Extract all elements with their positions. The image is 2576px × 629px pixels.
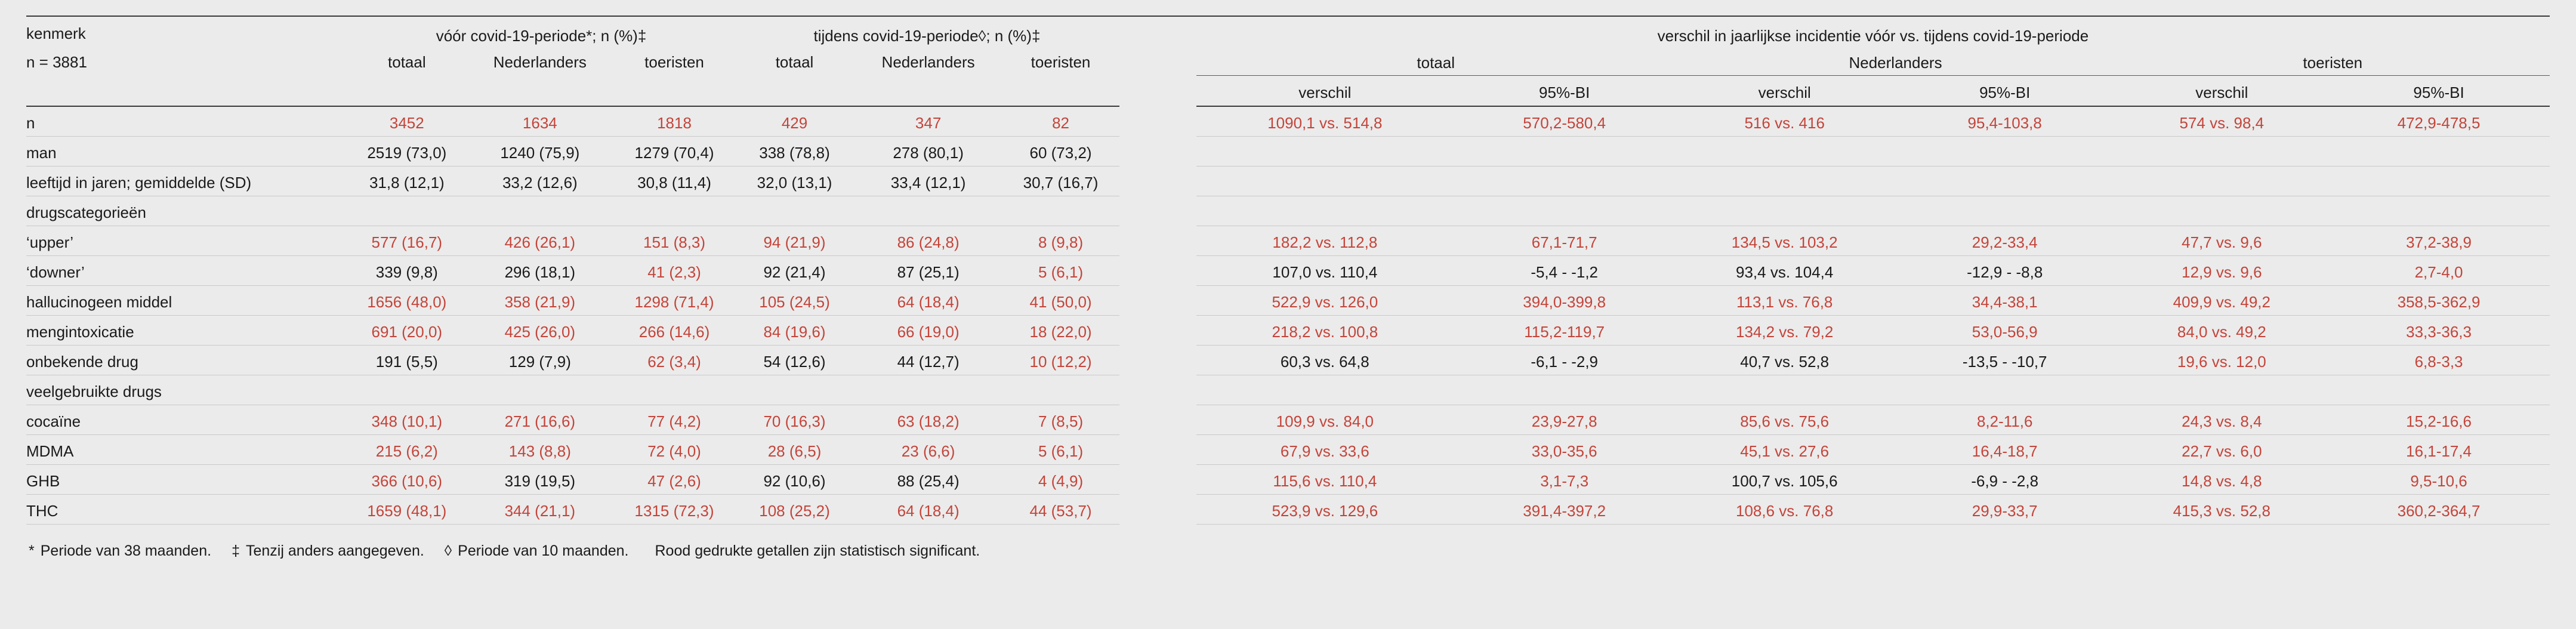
cell-value — [1894, 196, 2116, 226]
cell-value: 271 (16,6) — [466, 405, 614, 434]
cell-value: 29,2-33,4 — [1894, 226, 2116, 255]
cell-value: 191 (5,5) — [348, 345, 466, 375]
cell-value: 44 (53,7) — [1002, 494, 1119, 524]
cell-value: 37,2-38,9 — [2328, 226, 2550, 255]
cell-value: 70 (16,3) — [735, 405, 854, 434]
cell-value — [854, 375, 1002, 405]
gap-cell — [1119, 464, 1196, 494]
table-row — [26, 494, 2550, 524]
cell-value: 31,8 (12,1) — [348, 166, 466, 196]
cell-value — [854, 196, 1002, 226]
table-row — [26, 345, 2550, 375]
col-header-pre-nederlanders: Nederlanders — [493, 53, 587, 71]
col-header-during-nederlanders: Nederlanders — [881, 53, 975, 71]
cell-value: 516 vs. 416 — [1676, 106, 1894, 137]
table-body — [26, 106, 2550, 525]
cell-value: 358,5-362,9 — [2328, 285, 2550, 315]
results-table — [26, 16, 2550, 525]
cell-value — [1676, 375, 1894, 405]
cell-value: 54 (12,6) — [735, 345, 854, 375]
cell-value: 115,6 vs. 110,4 — [1196, 464, 1454, 494]
spacer-2 — [466, 75, 614, 106]
cell-value: 47 (2,6) — [614, 464, 735, 494]
row-label: GHB — [26, 464, 348, 494]
cell-value: 266 (14,6) — [614, 315, 735, 345]
cell-value: 88 (25,4) — [854, 464, 1002, 494]
cell-value — [466, 196, 614, 226]
diff-header: verschil in jaarlijkse incidentie vóór vs. tijdens covid-19-periode — [1196, 16, 2550, 45]
cell-value: 22,7 vs. 6,0 — [2116, 434, 2328, 464]
cell-value: 67,9 vs. 33,6 — [1196, 434, 1454, 464]
table-row — [26, 315, 2550, 345]
col-header-diff-totaal-verschil: verschil — [1196, 75, 1454, 106]
cell-value: 85,6 vs. 75,6 — [1676, 405, 1894, 434]
cell-value: 366 (10,6) — [348, 464, 466, 494]
spacer-3 — [614, 75, 735, 106]
row-label: hallucinogeen middel — [26, 285, 348, 315]
cell-value: 1659 (48,1) — [348, 494, 466, 524]
cell-value: 347 — [854, 106, 1002, 137]
table-row — [26, 405, 2550, 434]
footnote-item — [445, 542, 629, 559]
cell-value — [1196, 375, 1454, 405]
cell-value: 62 (3,4) — [614, 345, 735, 375]
cell-value: 348 (10,1) — [348, 405, 466, 434]
spacer-5 — [854, 75, 1002, 106]
gap-cell-2 — [1119, 45, 1196, 75]
cell-value: 33,0-35,6 — [1454, 434, 1676, 464]
cell-value — [1002, 196, 1119, 226]
col-header-pre-toeristen: toeristen — [644, 53, 704, 71]
cell-value: 429 — [735, 106, 854, 137]
row-label: onbekende drug — [26, 345, 348, 375]
cell-value: 60 (73,2) — [1002, 136, 1119, 166]
spacer-1 — [348, 75, 466, 106]
cell-value: 16,4-18,7 — [1894, 434, 2116, 464]
cell-value: 24,3 vs. 8,4 — [2116, 405, 2328, 434]
cell-value: 472,9-478,5 — [2328, 106, 2550, 137]
cell-value — [1454, 196, 1676, 226]
gap-cell — [1119, 315, 1196, 345]
row-label: man — [26, 136, 348, 166]
cell-value: 691 (20,0) — [348, 315, 466, 345]
cell-value: 82 — [1002, 106, 1119, 137]
cell-value: 18 (22,0) — [1002, 315, 1119, 345]
cell-value: 10 (12,2) — [1002, 345, 1119, 375]
footnote-mark: ‡ — [232, 542, 240, 559]
cell-value: 108,6 vs. 76,8 — [1676, 494, 1894, 524]
cell-value: 182,2 vs. 112,8 — [1196, 226, 1454, 255]
gap-cell-3 — [1119, 75, 1196, 106]
cell-value: 1279 (70,4) — [614, 136, 735, 166]
cell-value: 40,7 vs. 52,8 — [1676, 345, 1894, 375]
cell-value: 218,2 vs. 100,8 — [1196, 315, 1454, 345]
cell-value: 574 vs. 98,4 — [2116, 106, 2328, 137]
kenmerk-header: kenmerk — [26, 16, 348, 45]
cell-value: 319 (19,5) — [466, 464, 614, 494]
cell-value: 67,1-71,7 — [1454, 226, 1676, 255]
cell-value: -13,5 - -10,7 — [1894, 345, 2116, 375]
cell-value: 1240 (75,9) — [466, 136, 614, 166]
cell-value: 296 (18,1) — [466, 255, 614, 285]
footnote-mark: ◊ — [444, 542, 452, 559]
row-label: ‘downer’ — [26, 255, 348, 285]
cell-value: 394,0-399,8 — [1454, 285, 1676, 315]
cell-value: 570,2-580,4 — [1454, 106, 1676, 137]
cell-value: 339 (9,8) — [348, 255, 466, 285]
cell-value: 2,7-4,0 — [2328, 255, 2550, 285]
row-label: n — [26, 106, 348, 137]
cell-value: 338 (78,8) — [735, 136, 854, 166]
cell-value — [1894, 136, 2116, 166]
footnote-text: Periode van 38 maanden. — [40, 542, 212, 559]
col-header-diff-nl-verschil: verschil — [1676, 75, 1894, 106]
cell-value — [1676, 196, 1894, 226]
cell-value — [1454, 136, 1676, 166]
gap-cell — [1119, 226, 1196, 255]
cell-value: 30,8 (11,4) — [614, 166, 735, 196]
row-label: leeftijd in jaren; gemiddelde (SD) — [26, 166, 348, 196]
table-row — [26, 285, 2550, 315]
header-row-subgroups — [26, 45, 2550, 75]
col-header-diff-totaal-ci: 95%-BI — [1454, 75, 1676, 106]
cell-value: -6,1 - -2,9 — [1454, 345, 1676, 375]
cell-value — [348, 196, 466, 226]
group-header-during-covid: tijdens covid-19-periode◊; n (%)‡ — [735, 16, 1119, 45]
cell-value: 522,9 vs. 126,0 — [1196, 285, 1454, 315]
col-header-during-totaal: totaal — [775, 53, 814, 71]
cell-value: 2519 (73,0) — [348, 136, 466, 166]
header-row-groups — [26, 16, 2550, 45]
cell-value: 105 (24,5) — [735, 285, 854, 315]
spacer-label — [26, 75, 348, 106]
footnote-item — [232, 542, 424, 559]
gap-cell — [1119, 494, 1196, 524]
cell-value — [1894, 375, 2116, 405]
cell-value: 151 (8,3) — [614, 226, 735, 255]
cell-value: 278 (80,1) — [854, 136, 1002, 166]
gap-cell — [1119, 345, 1196, 375]
cell-value: 60,3 vs. 64,8 — [1196, 345, 1454, 375]
cell-value: 107,0 vs. 110,4 — [1196, 255, 1454, 285]
cell-value — [348, 375, 466, 405]
cell-value: 94 (21,9) — [735, 226, 854, 255]
cell-value: 1315 (72,3) — [614, 494, 735, 524]
gap-cell — [1119, 434, 1196, 464]
footnote-item — [649, 542, 980, 559]
cell-value: 41 (50,0) — [1002, 285, 1119, 315]
cell-value — [614, 196, 735, 226]
cell-value — [2116, 136, 2328, 166]
cell-value: 577 (16,7) — [348, 226, 466, 255]
cell-value: 108 (25,2) — [735, 494, 854, 524]
gap-cell — [1119, 285, 1196, 315]
cell-value: 9,5-10,6 — [2328, 464, 2550, 494]
cell-value: 93,4 vs. 104,4 — [1676, 255, 1894, 285]
cell-value: 32,0 (13,1) — [735, 166, 854, 196]
col-header-diff-tour-ci: 95%-BI — [2328, 75, 2550, 106]
cell-value: 425 (26,0) — [466, 315, 614, 345]
cell-value: 29,9-33,7 — [1894, 494, 2116, 524]
cell-value: 23,9-27,8 — [1454, 405, 1676, 434]
cell-value: 360,2-364,7 — [2328, 494, 2550, 524]
gap-cell — [1119, 106, 1196, 137]
cell-value: 33,3-36,3 — [2328, 315, 2550, 345]
cell-value — [2116, 196, 2328, 226]
gap-cell — [1119, 375, 1196, 405]
col-header-diff-tour-verschil: verschil — [2116, 75, 2328, 106]
cell-value: 523,9 vs. 129,6 — [1196, 494, 1454, 524]
cell-value — [1002, 375, 1119, 405]
cell-value: 47,7 vs. 9,6 — [2116, 226, 2328, 255]
cell-value: 8,2-11,6 — [1894, 405, 2116, 434]
cell-value: 92 (10,6) — [735, 464, 854, 494]
cell-value: -12,9 - -8,8 — [1894, 255, 2116, 285]
cell-value: 1634 — [466, 106, 614, 137]
table-row — [26, 375, 2550, 405]
table-row — [26, 106, 2550, 137]
cell-value — [2328, 375, 2550, 405]
gap-cell — [1119, 166, 1196, 196]
cell-value: 1298 (71,4) — [614, 285, 735, 315]
cell-value — [614, 375, 735, 405]
table-row — [26, 226, 2550, 255]
cell-value — [2116, 375, 2328, 405]
row-label: veelgebruikte drugs — [26, 375, 348, 405]
cell-value: 100,7 vs. 105,6 — [1676, 464, 1894, 494]
cell-value — [1196, 196, 1454, 226]
table-row — [26, 166, 2550, 196]
cell-value: 358 (21,9) — [466, 285, 614, 315]
col-header-diff-nl-ci: 95%-BI — [1894, 75, 2116, 106]
footnote-text: Rood gedrukte getallen zijn statistisch significant. — [655, 542, 980, 559]
table-row — [26, 434, 2550, 464]
cell-value: 33,2 (12,6) — [466, 166, 614, 196]
cell-value: 4 (4,9) — [1002, 464, 1119, 494]
cell-value — [1196, 166, 1454, 196]
cell-value: 5 (6,1) — [1002, 255, 1119, 285]
cell-value: 64 (18,4) — [854, 285, 1002, 315]
cell-value: 19,6 vs. 12,0 — [2116, 345, 2328, 375]
cell-value: 113,1 vs. 76,8 — [1676, 285, 1894, 315]
cell-value: -6,9 - -2,8 — [1894, 464, 2116, 494]
cell-value: 391,4-397,2 — [1454, 494, 1676, 524]
cell-value: 41 (2,3) — [614, 255, 735, 285]
cell-value: 86 (24,8) — [854, 226, 1002, 255]
cell-value: 72 (4,0) — [614, 434, 735, 464]
cell-value: 215 (6,2) — [348, 434, 466, 464]
cell-value: 7 (8,5) — [1002, 405, 1119, 434]
cell-value: 14,8 vs. 4,8 — [2116, 464, 2328, 494]
cell-value: 3452 — [348, 106, 466, 137]
gap-cell — [1119, 136, 1196, 166]
cell-value: 84,0 vs. 49,2 — [2116, 315, 2328, 345]
cell-value: 1090,1 vs. 514,8 — [1196, 106, 1454, 137]
cell-value: 16,1-17,4 — [2328, 434, 2550, 464]
cell-value — [466, 375, 614, 405]
footnote-text: Periode van 10 maanden. — [458, 542, 629, 559]
gap-cell — [1119, 255, 1196, 285]
cell-value: 45,1 vs. 27,6 — [1676, 434, 1894, 464]
diff-group-totaal: totaal — [1196, 45, 1676, 75]
row-label: drugscategorieën — [26, 196, 348, 226]
cell-value: 92 (21,4) — [735, 255, 854, 285]
cell-value — [1454, 166, 1676, 196]
cell-value: 134,5 vs. 103,2 — [1676, 226, 1894, 255]
cell-value: 28 (6,5) — [735, 434, 854, 464]
group-header-pre-covid: vóór covid-19-periode*; n (%)‡ — [348, 16, 735, 45]
cell-value: 109,9 vs. 84,0 — [1196, 405, 1454, 434]
cell-value — [735, 375, 854, 405]
spacer-6 — [1002, 75, 1119, 106]
table-row — [26, 136, 2550, 166]
cell-value — [1894, 166, 2116, 196]
diff-group-toeristen: toeristen — [2116, 45, 2550, 75]
cell-value: 30,7 (16,7) — [1002, 166, 1119, 196]
cell-value: 95,4-103,8 — [1894, 106, 2116, 137]
cell-value: 1656 (48,0) — [348, 285, 466, 315]
cell-value: 84 (19,6) — [735, 315, 854, 345]
row-label: mengintoxicatie — [26, 315, 348, 345]
footnotes — [26, 542, 2550, 560]
cell-value: 415,3 vs. 52,8 — [2116, 494, 2328, 524]
table-row — [26, 464, 2550, 494]
cell-value — [2116, 166, 2328, 196]
cell-value: 129 (7,9) — [466, 345, 614, 375]
cell-value: 77 (4,2) — [614, 405, 735, 434]
header-row-diff-columns — [26, 75, 2550, 106]
table-row — [26, 255, 2550, 285]
cell-value: 66 (19,0) — [854, 315, 1002, 345]
cell-value: 426 (26,1) — [466, 226, 614, 255]
footnote-item — [29, 542, 211, 559]
cell-value — [2328, 166, 2550, 196]
cell-value — [2328, 196, 2550, 226]
diff-group-nederlanders: Nederlanders — [1676, 45, 2116, 75]
footnote-text: Tenzij anders aangegeven. — [245, 542, 424, 559]
cell-value: 12,9 vs. 9,6 — [2116, 255, 2328, 285]
cell-value: 143 (8,8) — [466, 434, 614, 464]
cell-value: 134,2 vs. 79,2 — [1676, 315, 1894, 345]
cell-value: 409,9 vs. 49,2 — [2116, 285, 2328, 315]
cell-value — [2328, 136, 2550, 166]
n-total-header: n = 3881 — [26, 53, 87, 71]
cell-value: -5,4 - -1,2 — [1454, 255, 1676, 285]
cell-value: 15,2-16,6 — [2328, 405, 2550, 434]
cell-value: 3,1-7,3 — [1454, 464, 1676, 494]
row-label: THC — [26, 494, 348, 524]
cell-value: 5 (6,1) — [1002, 434, 1119, 464]
cell-value: 1818 — [614, 106, 735, 137]
cell-value — [1676, 136, 1894, 166]
cell-value: 115,2-119,7 — [1454, 315, 1676, 345]
gap-cell — [1119, 196, 1196, 226]
spacer-4 — [735, 75, 854, 106]
cell-value: 344 (21,1) — [466, 494, 614, 524]
row-label: cocaïne — [26, 405, 348, 434]
cell-value — [1454, 375, 1676, 405]
gap-cell — [1119, 16, 1196, 45]
cell-value: 8 (9,8) — [1002, 226, 1119, 255]
col-header-during-toeristen: toeristen — [1031, 53, 1091, 71]
cell-value: 44 (12,7) — [854, 345, 1002, 375]
cell-value: 33,4 (12,1) — [854, 166, 1002, 196]
cell-value — [1676, 166, 1894, 196]
cell-value — [735, 196, 854, 226]
cell-value — [1196, 136, 1454, 166]
row-label: ‘upper’ — [26, 226, 348, 255]
row-label: MDMA — [26, 434, 348, 464]
cell-value: 63 (18,2) — [854, 405, 1002, 434]
cell-value: 6,8-3,3 — [2328, 345, 2550, 375]
cell-value: 23 (6,6) — [854, 434, 1002, 464]
cell-value: 87 (25,1) — [854, 255, 1002, 285]
table-row — [26, 196, 2550, 226]
gap-cell — [1119, 405, 1196, 434]
cell-value: 53,0-56,9 — [1894, 315, 2116, 345]
cell-value: 64 (18,4) — [854, 494, 1002, 524]
cell-value: 34,4-38,1 — [1894, 285, 2116, 315]
col-header-pre-totaal: totaal — [388, 53, 426, 71]
footnote-mark: * — [29, 542, 35, 559]
